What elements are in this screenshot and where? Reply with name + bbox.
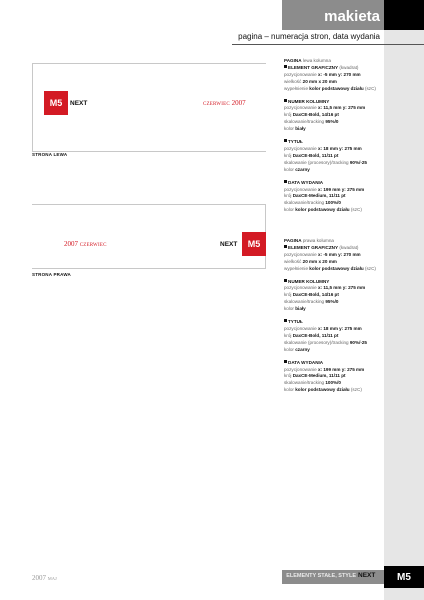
- left-section-box: M5: [44, 91, 68, 115]
- page-title: makieta: [324, 8, 380, 25]
- right-next-label: NEXT: [220, 241, 238, 248]
- spec-left-column: PAGINA lewa kolumna ELEMENT GRAFICZNY (kwadrat) pozycjonowanie x: -5 mm y: 270 mm wielkość 20 mm x 20 mm wypełnienie kolor podstawowy działu (szC) NUMER KOLUMNY pozycjonowanie x: 11,5 mm y: 275 mm krój DaxCE-Bold, 14/16 pt skalowanie/tracking 95%/0 kolor biały TYTUŁ pozycjonowanie x: 18 mm y: 275 mm krój DaxCE-Bold, 11/11 pt skalowanie (procesory)/tracking 90%/-25 kolor czarny DATA WYDANIA pozycjonowanie x: 199 mm y: 275 mm krój DaxCE-Medium, 11/11 pt skalowanie/tracking 100%/0 kolor kolor podstawowy działu (szC): [284, 58, 376, 213]
- page-subtitle: pagina – numeracja stron, data wydania: [238, 32, 380, 41]
- right-date-label: [64, 240, 107, 248]
- right-date-year: 2007: [64, 240, 78, 248]
- left-date-label: [203, 99, 246, 107]
- spec-right-column: PAGINA prawa kolumna ELEMENT GRAFICZNY (kwadrat) pozycjonowanie x: -5 mm y: 270 mm wielkość 20 mm x 20 mm wypełnienie kolor podstawowy działu (szC) NUMER KOLUMNY pozycjonowanie x: 11,5 mm y: 275 mm krój DaxCE-Bold, 14/16 pt skalowanie/tracking 95%/0 kolor biały TYTUŁ pozycjonowanie x: 18 mm y: 275 mm krój DaxCE-Bold, 11/11 pt skalowanie (procesory)/tracking 90%/-25 kolor czarny DATA WYDANIA pozycjonowanie x: 199 mm y: 275 mm krój DaxCE-Medium, 11/11 pt skalowanie/tracking 100%/0 kolor kolor podstawowy działu (szC): [284, 238, 376, 393]
- right-band-top-block: [384, 0, 424, 30]
- left-date-year: 2007: [231, 99, 246, 107]
- footer-date: [32, 574, 57, 582]
- right-page-mockup: [32, 204, 266, 269]
- right-page-caption: STRONA PRAWA: [32, 272, 71, 277]
- footer-next-label: NEXT: [358, 572, 376, 579]
- footer-year: 2007: [32, 574, 46, 582]
- right-margin-band: [384, 0, 424, 600]
- footer-month: MAJ: [47, 576, 57, 581]
- left-date-month: CZERWIEC: [203, 102, 230, 107]
- left-page-caption: STRONA LEWA: [32, 152, 68, 157]
- footer-section-title: ELEMENTY STAŁE, STYLE: [286, 573, 356, 579]
- footer-page-number: M5: [384, 566, 424, 588]
- right-date-month: CZERWIEC: [79, 243, 107, 248]
- left-next-label: NEXT: [70, 100, 88, 107]
- right-section-box: M5: [242, 232, 266, 256]
- header-rule: [232, 44, 424, 45]
